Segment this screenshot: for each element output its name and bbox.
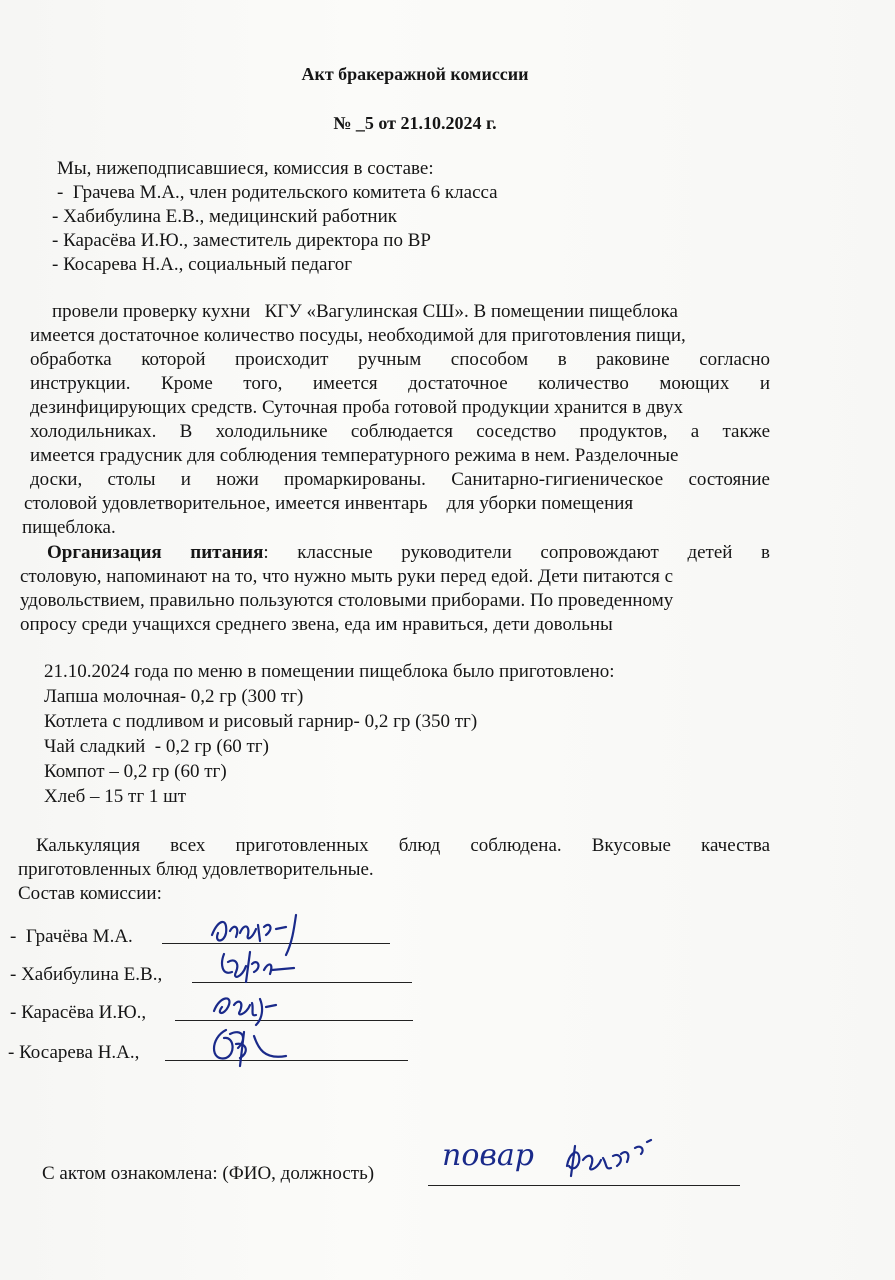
nutrition-line: опросу среди учащихся среднего звена, еда им нравиться, дети довольны: [20, 614, 613, 635]
document-title: Акт бракеражной комиссии: [301, 64, 529, 84]
acknowledgement-label: С актом ознакомлена: (ФИО, должность): [42, 1163, 375, 1184]
commission-member: - Грачева М.А., член родительского комитета 6 класса: [57, 182, 498, 203]
signature-row-label: - Грачёва М.А.: [10, 926, 133, 947]
signature-row-label: - Карасёва И.Ю.,: [10, 1002, 147, 1023]
menu-item: Компот – 0,2 гр (60 тг): [44, 761, 227, 782]
inspection-line: пищеблока.: [22, 517, 116, 538]
commission-composition-label: Состав комиссии:: [18, 883, 162, 904]
inspection-line: инструкции. Кроме того, имеется достаточное количество моющих и: [30, 373, 770, 394]
inspection-line: имеется достаточное количество посуды, необходимой для приготовления пищи,: [30, 325, 686, 346]
signature-row-label: - Косарева Н.А.,: [8, 1042, 140, 1063]
document-number: № _5 от 21.10.2024 г.: [333, 113, 497, 133]
menu-intro: 21.10.2024 года по меню в помещении пищеблока было приготовлено:: [44, 661, 615, 682]
menu-item: Хлеб – 15 тг 1 шт: [44, 786, 187, 807]
inspection-line: доски, столы и ножи промаркированы. Санитарно-гигиеническое состояние: [30, 469, 770, 490]
conclusion-line: приготовленных блюд удовлетворительные.: [18, 859, 374, 880]
conclusion-line: Калькуляция всех приготовленных блюд соблюдена. Вкусовые качества: [36, 835, 770, 856]
nutrition-heading: Организация питания: [47, 542, 264, 563]
commission-member: - Хабибулина Е.В., медицинский работник: [52, 206, 397, 227]
inspection-line: дезинфицирующих средств. Суточная проба готовой продукции хранится в двух: [30, 397, 683, 418]
inspection-line: холодильниках. В холодильнике соблюдается соседство продуктов, а также: [30, 421, 770, 442]
commission-member: - Карасёва И.Ю., заместитель директора по ВР: [52, 230, 431, 251]
nutrition-first-line-text: : классные руководители сопровождают детей в: [263, 542, 771, 563]
nutrition-first-line: [47, 541, 770, 565]
signature-kosareva: [200, 1018, 295, 1073]
signature-row-label: - Хабибулина Е.В.,: [10, 964, 163, 985]
acknowledgement-handwritten-position: повар: [442, 1138, 534, 1173]
signature-cook: [555, 1136, 670, 1186]
nutrition-line: удовольствием, правильно пользуются столовыми приборами. По проведенному: [20, 590, 674, 611]
menu-item: Котлета с подливом и рисовый гарнир- 0,2 гр (350 тг): [44, 711, 478, 732]
inspection-line: обработка которой происходит ручным способом в раковине согласно: [30, 349, 770, 370]
commission-member: - Косарева Н.А., социальный педагог: [52, 254, 353, 275]
inspection-line: столовой удовлетворительное, имеется инвентарь для уборки помещения: [24, 493, 634, 514]
nutrition-line: столовую, напоминают на то, что нужно мыть руки перед едой. Дети питаются с: [20, 566, 674, 587]
inspection-line: имеется градусник для соблюдения температурного режима в нем. Разделочные: [30, 445, 679, 466]
commission-lead: Мы, нижеподписавшиеся, комиссия в составе:: [57, 158, 434, 179]
inspection-line: провели проверку кухни КГУ «Вагулинская СШ». В помещении пищеблока: [52, 301, 678, 322]
menu-item: Чай сладкий - 0,2 гр (60 тг): [44, 736, 269, 757]
menu-item: Лапша молочная- 0,2 гр (300 тг): [44, 686, 304, 707]
